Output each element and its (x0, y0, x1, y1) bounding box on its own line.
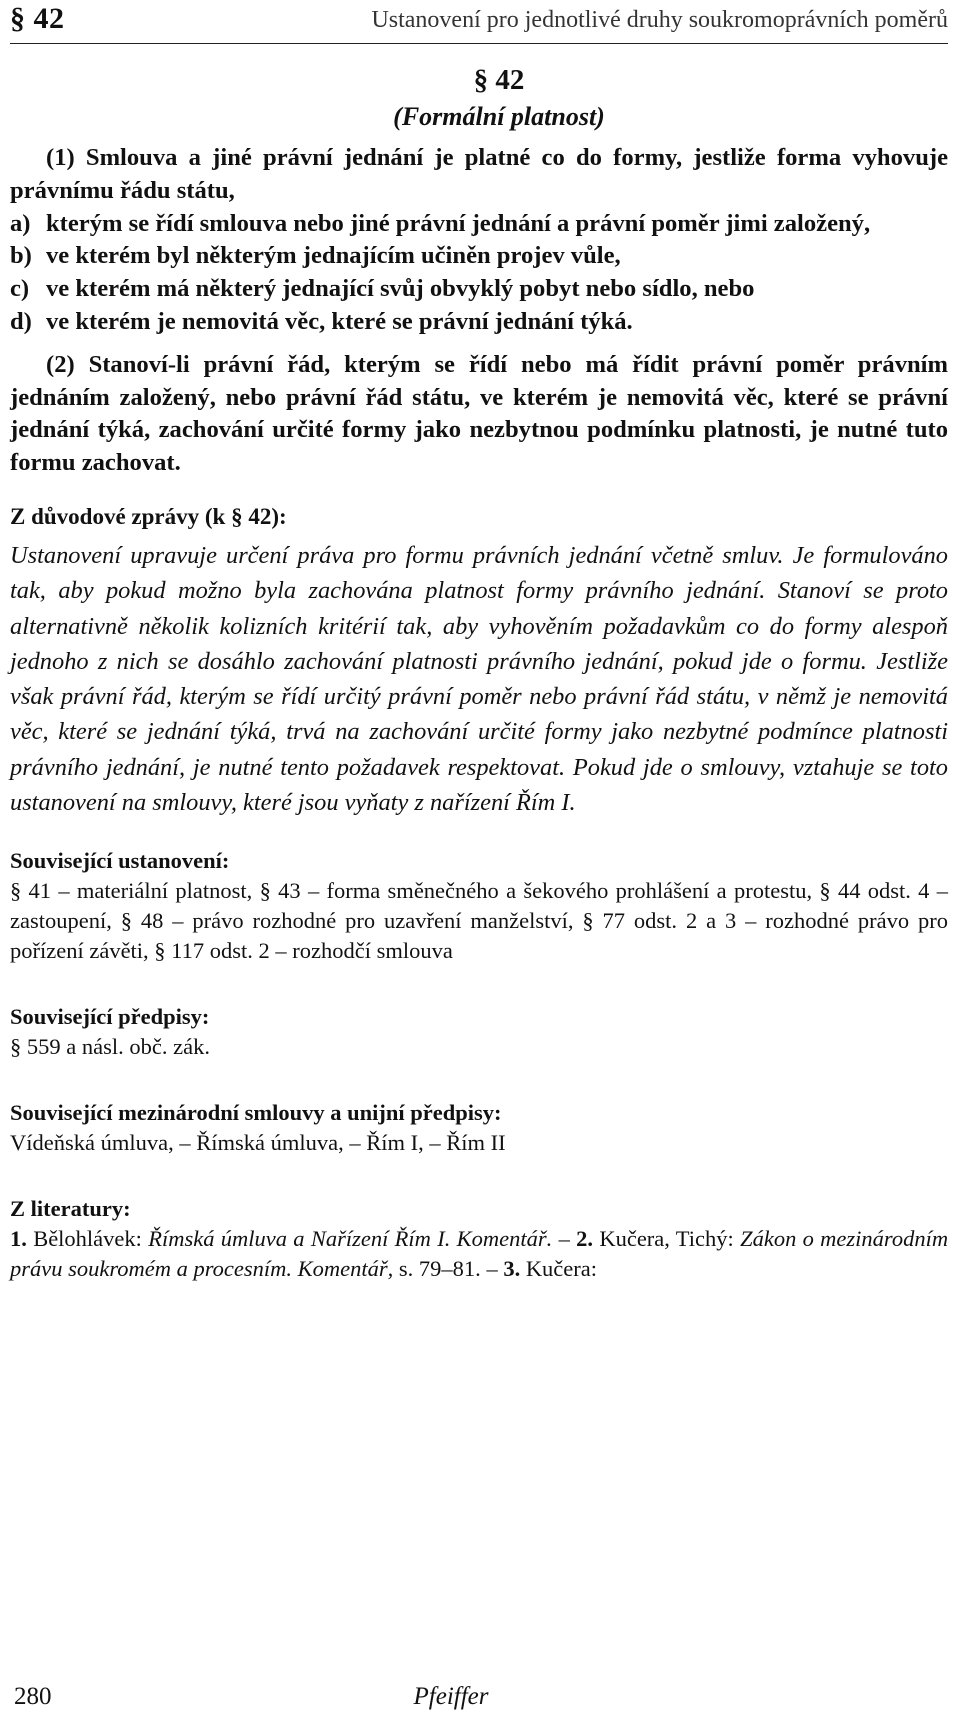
list-item (10, 306, 948, 339)
literature (10, 1194, 948, 1284)
related-international-text: Vídeňská úmluva, – Římská úmluva, – Řím I, – Řím II (10, 1130, 506, 1156)
related-international (10, 1098, 948, 1158)
related-regulations-text: § 559 a násl. obč. zák. (10, 1034, 210, 1060)
item-marker: b) (10, 242, 32, 270)
paragraph-1-intro: (1) Smlouva a jiné právní jednání je platné co do formy, jestliže forma vyhovuje právnímu řádu státu, (10, 144, 948, 204)
running-header (10, 0, 948, 44)
literature-heading: Z literatury: (10, 1196, 131, 1222)
paragraph-2: (2) Stanoví-li právní řád, kterým se řídí nebo má řídit právní poměr právním jednáním založený, nebo právní řád státu, ve kterém je nemovitá věc, které se právní jednání týká, zachování určité formy jako nezbytnou podmínku platnosti, je nutné tuto formu zachovat. (10, 350, 948, 477)
literature-author: Kučera, Tichý: (599, 1226, 734, 1252)
publisher-name: Pfeiffer (413, 1683, 489, 1710)
item-marker: d) (10, 307, 32, 335)
literature-author: Bělohlávek: (33, 1226, 142, 1252)
explanatory-heading: Z důvodové zprávy (k § 42): (10, 503, 287, 529)
literature-separator: – (558, 1226, 570, 1252)
item-text: kterým se řídí smlouva nebo jiné právní jednání a právní poměr jimi založený, (46, 209, 871, 237)
literature-pages: s. 79–81. (398, 1256, 481, 1282)
literature-item-number: 1. (10, 1226, 27, 1252)
literature-title: Zákon o mezinárodním právu soukromém a procesním. Komentář, (10, 1226, 949, 1282)
literature-item-number: 3. (503, 1256, 521, 1282)
list-item (10, 273, 948, 306)
literature-title: Římská úmluva a Nařízení Řím I. Komentář. (148, 1226, 553, 1252)
item-text: ve kterém byl některým jednajícím učiněn projev vůle, (46, 242, 621, 270)
literature-author: Kučera: (525, 1256, 598, 1282)
related-provisions (10, 846, 948, 966)
item-marker: c) (10, 275, 30, 303)
related-regulations-heading: Související předpisy: (10, 1004, 210, 1030)
list-item (10, 240, 948, 273)
literature-item-number: 2. (576, 1226, 594, 1252)
list-item (10, 208, 948, 241)
item-text: ve kterém má některý jednající svůj obvyklý pobyt nebo sídlo, nebo (46, 275, 755, 303)
page-footer (14, 1683, 948, 1711)
literature-separator: – (486, 1256, 498, 1282)
explanatory-text: Ustanovení upravuje určení práva pro formu právních jednání včetně smluv. Je formulováno tak, aby pokud možno byla zachována platnost formy právního jednání. Stanoví se proto alternativně několik kolizních kritérií tak, aby vyhověním požadavkům co do formy alespoň jednoho z nich se dosáhlo zachování platnosti právního jednání, pokud jde o formu. Jestliže však právní řád, kterým se řídí určitý právní poměr nebo právní řád státu, v němž je nemovitá věc, které se jednání týká, trvá na zachování určité formy jako nezbytné podmínce platnosti právního jednání, je nutné tento požadavek respektovat. Pokud jde o smlouvy, vztahuje se toto ustanovení na smlouvy, které jsou vyňaty z nařízení Řím I. (10, 541, 948, 817)
page-content (10, 62, 948, 1284)
section-title: (Formální platnost) (393, 102, 605, 131)
item-list (10, 208, 948, 339)
related-regulations (10, 1002, 948, 1062)
header-running-title: Ustanovení pro jednotlivé druhy soukromoprávních poměrů (371, 7, 948, 33)
item-marker: a) (10, 209, 31, 237)
related-provisions-heading: Související ustanovení: (10, 848, 230, 874)
related-provisions-text: § 41 – materiální platnost, § 43 – forma směnečného a šekového prohlášení a protestu, § 44 odst. 4 – zastoupení, § 48 – právo rozhodné pro uzavření manželství, § 77 odst. 2 a 3 – rozhodné právo pro pořízení závěti, § 117 odst. 2 – rozhodčí smlouva (10, 878, 948, 964)
section-number: § 42 (473, 64, 525, 96)
literature-text (10, 1224, 948, 1284)
related-international-heading: Související mezinárodní smlouvy a unijní předpisy: (10, 1100, 502, 1126)
header-section-number: § 42 (10, 2, 65, 35)
page-number: 280 (14, 1683, 52, 1710)
item-text: ve kterém je nemovitá věc, které se právní jednání týká. (46, 307, 633, 335)
